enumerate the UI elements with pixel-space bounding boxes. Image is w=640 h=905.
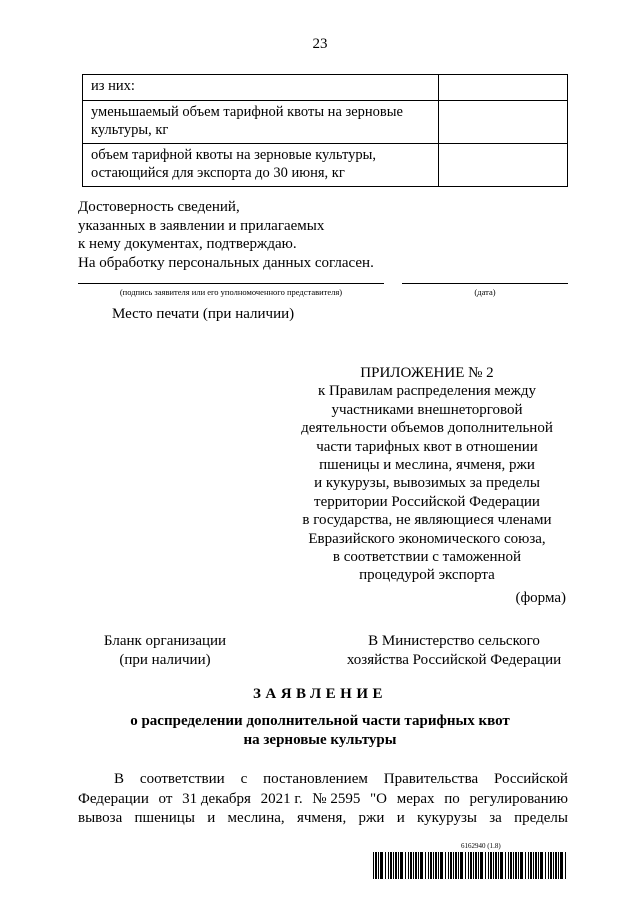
- barcode-bar: [418, 852, 419, 879]
- body-word: пшеницы: [134, 810, 195, 826]
- body-paragraph: [78, 770, 568, 829]
- page-number: 23: [312, 36, 328, 52]
- appendix-line: части тарифных квот в отношении: [316, 438, 538, 455]
- barcode-bar: [510, 852, 512, 879]
- barcode-bar: [415, 852, 417, 879]
- body-line: [78, 770, 568, 790]
- barcode-bar: [408, 852, 409, 879]
- body-word: соответствии: [139, 771, 225, 787]
- appendix-header: [282, 364, 572, 585]
- barcode-bar: [550, 852, 552, 879]
- barcode-bar: [378, 852, 379, 879]
- barcode-bar: [553, 852, 554, 879]
- barcode-bar: [388, 852, 389, 879]
- date-line: [402, 283, 568, 284]
- barcode-bar: [453, 852, 454, 879]
- barcode-bar: [500, 852, 503, 879]
- addressee-line: хозяйства Российской Федерации: [346, 651, 562, 668]
- barcode-bar: [545, 852, 546, 879]
- body-word: меслина,: [227, 810, 285, 826]
- appendix-line: к Правилам распределения между: [317, 383, 537, 400]
- body-line: [78, 790, 568, 810]
- barcode-bar: [438, 852, 439, 879]
- barcode-bar: [520, 852, 523, 879]
- body-word: Правительства: [383, 771, 479, 787]
- barcode-bar: [473, 852, 474, 879]
- table-cell-value: [439, 101, 568, 144]
- barcode-bar: [398, 852, 399, 879]
- barcode-bar: [508, 852, 509, 879]
- appendix-line: процедурой экспорта: [359, 567, 495, 584]
- body-word: по: [444, 790, 460, 807]
- barcode-bar: [555, 852, 557, 879]
- organization-note: (при наличии): [119, 651, 211, 668]
- body-word: "О: [370, 790, 388, 807]
- body-word: В: [114, 771, 125, 787]
- barcode-bar: [393, 852, 394, 879]
- body-word: пределы: [514, 810, 568, 826]
- table-row: [83, 75, 568, 101]
- body-word: за: [489, 810, 502, 826]
- barcode-bar: [495, 852, 497, 879]
- appendix-line: Евразийского экономического союза,: [308, 530, 546, 547]
- body-word: регулированию: [469, 790, 568, 807]
- barcode-bar: [413, 852, 414, 879]
- barcode-bar: [468, 852, 469, 879]
- barcode-icon: [373, 852, 567, 879]
- certification-line: На обработку персональных данных согласен.: [78, 254, 374, 271]
- barcode-bar: [430, 852, 432, 879]
- barcode-bar: [405, 852, 406, 879]
- certification-text: [78, 198, 398, 272]
- table-cell-label: уменьшаемый объем тарифной квоты на зерновые культуры, кг: [83, 101, 439, 144]
- body-word: с: [240, 771, 248, 787]
- barcode-bar: [513, 852, 514, 879]
- appendix-line: деятельности объемов дополнительной: [301, 420, 553, 437]
- appendix-line: пшеницы и меслина, ячменя, ржи: [319, 457, 535, 474]
- addressee-block: [330, 632, 578, 669]
- barcode-bar: [518, 852, 519, 879]
- barcode-bar: [460, 852, 463, 879]
- appendix-line: ПРИЛОЖЕНИЕ № 2: [360, 365, 494, 381]
- body-word: Федерации: [78, 790, 149, 807]
- body-line: [78, 809, 568, 829]
- subtitle-line: на зерновые культуры: [243, 731, 397, 748]
- barcode-bar: [565, 852, 566, 879]
- document-title: ЗАЯВЛЕНИЕ: [252, 686, 388, 702]
- barcode-bar: [435, 852, 437, 879]
- seal-placeholder: Место печати (при наличии): [112, 306, 295, 322]
- organization-block: [80, 632, 250, 669]
- barcode-bar: [380, 852, 383, 879]
- barcode-bar: [425, 852, 426, 879]
- barcode-bar: [505, 852, 506, 879]
- organization-line: Бланк организации: [103, 633, 227, 649]
- barcode-bar: [530, 852, 532, 879]
- body-word: ячменя,: [296, 810, 347, 826]
- barcode-bar: [445, 852, 446, 879]
- barcode-bar: [410, 852, 412, 879]
- signature-caption: (подпись заявителя или его уполномоченного представителя): [119, 287, 343, 297]
- barcode-bar: [455, 852, 457, 879]
- certification-line: указанных в заявлении и прилагаемых: [78, 217, 325, 234]
- barcode-bar: [538, 852, 539, 879]
- barcode-bar: [488, 852, 489, 879]
- appendix-line: в соответствии с таможенной: [332, 549, 522, 566]
- barcode-bar: [478, 852, 479, 879]
- certification-line: к нему документах, подтверждаю.: [78, 236, 297, 252]
- certification-line: Достоверность сведений,: [78, 199, 240, 215]
- barcode-bar: [385, 852, 386, 879]
- body-word: ржи: [358, 810, 385, 826]
- body-word: Российской: [494, 771, 568, 787]
- body-word: кукурузы: [417, 810, 477, 826]
- barcode-bar: [470, 852, 472, 879]
- table-cell-label: объем тарифной квоты на зерновые культуры, остающийся для экспорта до 30 июня, кг: [83, 144, 439, 187]
- barcode-bar: [420, 852, 423, 879]
- barcode-bar: [485, 852, 486, 879]
- barcode-bar: [560, 852, 563, 879]
- body-word: № 2595: [312, 790, 361, 807]
- table-cell-label: из них:: [83, 75, 439, 101]
- body-word: 31 декабря: [182, 790, 251, 807]
- form-label: (форма): [515, 590, 566, 606]
- barcode-bar: [533, 852, 534, 879]
- addressee-line: В Министерство сельского: [368, 633, 540, 649]
- barcode-bar: [465, 852, 466, 879]
- barcode-bar: [440, 852, 443, 879]
- table-cell-value: [439, 144, 568, 187]
- barcode-bar: [493, 852, 494, 879]
- barcode-bar: [450, 852, 452, 879]
- table-cell-value: [439, 75, 568, 101]
- barcode-bar: [480, 852, 483, 879]
- barcode-bar: [448, 852, 449, 879]
- quota-table: [82, 74, 568, 187]
- body-word: и: [396, 810, 405, 826]
- barcode-bar: [498, 852, 499, 879]
- document-code: 6162940 (1.8): [461, 842, 501, 850]
- barcode-bar: [535, 852, 537, 879]
- body-word: от: [158, 790, 173, 807]
- table-row: [83, 101, 568, 144]
- barcode-bar: [458, 852, 459, 879]
- table-row: [83, 144, 568, 187]
- appendix-line: и кукурузы, вывозимых за пределы: [314, 475, 540, 492]
- barcode-bar: [373, 852, 374, 879]
- barcode-bar: [528, 852, 529, 879]
- barcode-bar: [390, 852, 392, 879]
- barcode-bar: [433, 852, 434, 879]
- body-word: вывоза: [78, 810, 123, 826]
- body-word: и: [207, 810, 216, 826]
- appendix-line: участниками внешнеторговой: [331, 401, 523, 418]
- barcode-bar: [540, 852, 543, 879]
- signature-line: [78, 283, 384, 284]
- barcode-bar: [400, 852, 403, 879]
- body-word: постановлением: [263, 771, 368, 787]
- barcode-bar: [490, 852, 492, 879]
- barcode-bar: [548, 852, 549, 879]
- subtitle-line: о распределении дополнительной части тарифных квот: [130, 713, 510, 729]
- barcode-bar: [395, 852, 397, 879]
- barcode-bar: [475, 852, 477, 879]
- date-caption: (дата): [474, 287, 496, 297]
- document-subtitle: [0, 712, 640, 749]
- barcode-bar: [375, 852, 377, 879]
- body-word: 2021 г.: [260, 790, 303, 807]
- barcode-bar: [515, 852, 517, 879]
- body-word: мерах: [396, 790, 435, 807]
- barcode-bar: [558, 852, 559, 879]
- appendix-line: территории Российской Федерации: [314, 493, 540, 510]
- appendix-line: в государства, не являющиеся членами: [302, 512, 552, 529]
- barcode-bar: [525, 852, 526, 879]
- barcode-bar: [428, 852, 429, 879]
